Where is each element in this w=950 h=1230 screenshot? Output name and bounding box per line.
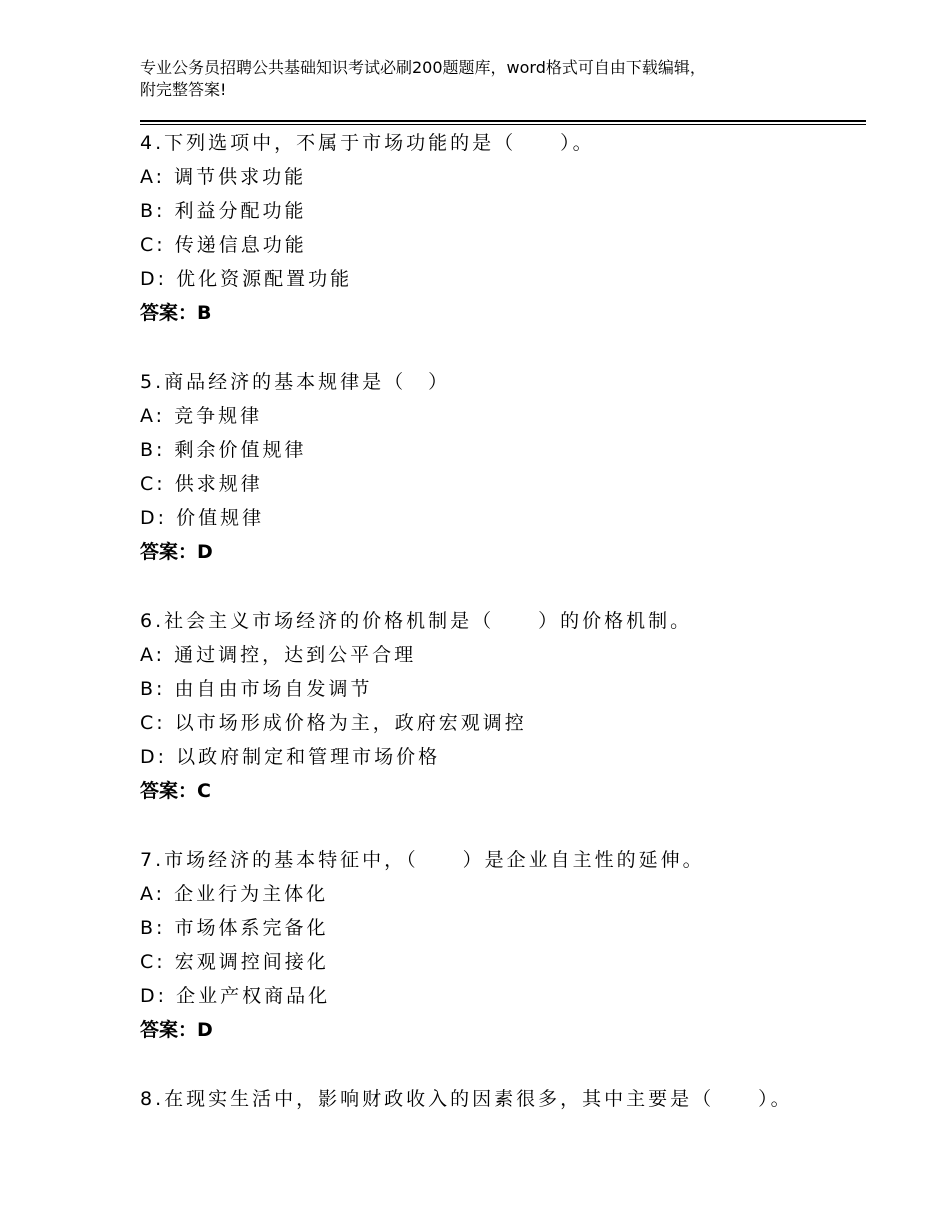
option-b: B: 利益分配功能 bbox=[140, 200, 307, 222]
question-text: 8.在现实生活中，影响财政收入的因素很多，其中主要是（ ）。 bbox=[140, 1088, 793, 1110]
option-a: A: 企业行为主体化 bbox=[140, 883, 329, 905]
option-a: A: 通过调控，达到公平合理 bbox=[140, 644, 417, 666]
question-8 bbox=[140, 1082, 880, 1116]
question-text: 7.市场经济的基本特征中，（ ）是企业自主性的延伸。 bbox=[140, 849, 705, 871]
answer: 答案：D bbox=[140, 1019, 213, 1041]
document-header bbox=[140, 57, 840, 101]
option-a: A: 竞争规律 bbox=[140, 405, 263, 427]
question-text: 6.社会主义市场经济的价格机制是（ ）的价格机制。 bbox=[140, 610, 693, 632]
option-a: A: 调节供求功能 bbox=[140, 166, 307, 188]
option-d: D: 以政府制定和管理市场价格 bbox=[140, 746, 441, 768]
question-6 bbox=[140, 604, 880, 808]
option-d: D: 优化资源配置功能 bbox=[140, 268, 353, 290]
question-text: 4.下列选项中，不属于市场功能的是（ ）。 bbox=[140, 132, 595, 154]
option-c: C: 宏观调控间接化 bbox=[140, 951, 329, 973]
option-c: C: 传递信息功能 bbox=[140, 234, 307, 256]
header-line-1: 专业公务员招聘公共基础知识考试必刷200题题库，word格式可自由下载编辑， bbox=[140, 58, 706, 77]
option-b: B: 由自由市场自发调节 bbox=[140, 678, 373, 700]
header-line-2: 附完整答案! bbox=[140, 80, 227, 99]
answer: 答案：D bbox=[140, 541, 213, 563]
header-divider-thin bbox=[140, 124, 866, 125]
question-7 bbox=[140, 843, 880, 1047]
question-5 bbox=[140, 365, 880, 569]
answer: 答案：B bbox=[140, 302, 212, 324]
option-d: D: 企业产权商品化 bbox=[140, 985, 331, 1007]
question-text: 5.商品经济的基本规律是（ ） bbox=[140, 371, 451, 393]
option-c: C: 以市场形成价格为主，政府宏观调控 bbox=[140, 712, 527, 734]
option-b: B: 市场体系完备化 bbox=[140, 917, 329, 939]
answer: 答案：C bbox=[140, 780, 211, 802]
question-4 bbox=[140, 126, 880, 330]
option-d: D: 价值规律 bbox=[140, 507, 265, 529]
option-b: B: 剩余价值规律 bbox=[140, 439, 307, 461]
option-c: C: 供求规律 bbox=[140, 473, 263, 495]
header-divider-thick bbox=[140, 120, 866, 122]
